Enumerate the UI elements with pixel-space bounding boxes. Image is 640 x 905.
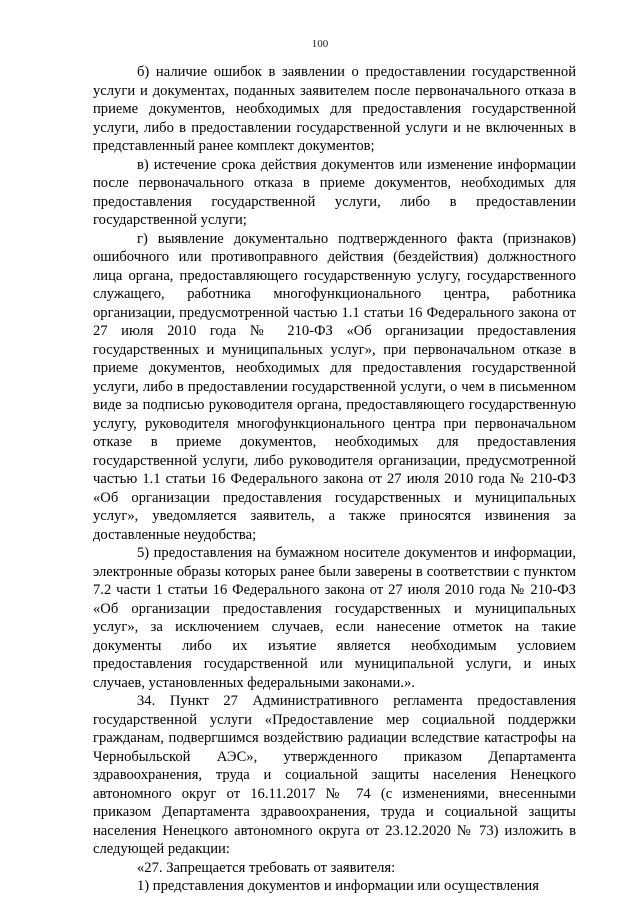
paragraph-item-5: 5) предоставления на бумажном носителе документов и информации, электронные образы которых ранее были заверены в соответствии с пунктом 7.2 части 1 статьи 16 Федерального закона от 27 июля 2010 года № 210-ФЗ «Об организации предоставления государственных и муниципальных услуг», за исключением случаев, если нанесение отметок на такие документы либо их изъятие является необходимым условием предоставления государственной или муниципальной услуги, и иных случаев, установленных федеральными законами.».	[93, 545, 576, 691]
paragraph-item-b: б) наличие ошибок в заявлении о предоставлении государственной услуги и документах, поданных заявителем после первоначального отказа в приеме документов, необходимых для предоставления государственной услуги, либо в предоставлении государственной услуги и не включенных в представленный ранее комплект документов;	[93, 64, 576, 154]
paragraph-item-1: 1) представления документов и информации или осуществления	[137, 878, 539, 894]
paragraph-clause-27: «27. Запрещается требовать от заявителя:	[137, 859, 396, 876]
document-body	[93, 63, 576, 896]
paragraph-clause-34: 34. Пункт 27 Административного регламента предоставления государственной услуги «Предоставление мер социальной поддержки гражданам, подвергшимся воздействию радиации вследствие катастрофы на Чернобыльской АЭС», утвержденного приказом Департамента здравоохранения, труда и социальной защиты населения Ненецкого автономного округ от 16.11.2017 № 74 (с изменениями, внесенными приказом Департамента здравоохранения, труда и социальной защиты населения Ненецкого автономного округа от 23.12.2020 № 73) изложить в следующей редакции:	[93, 693, 576, 857]
paragraph-item-v: в) истечение срока действия документов или изменение информации после первоначального отказа в приеме документов, необходимых для предоставления государственной услуги, либо в предоставлении государственной услуги;	[93, 156, 576, 228]
page-number: 100	[311, 38, 329, 50]
paragraph-item-g: г) выявление документально подтвержденного факта (признаков) ошибочного или противоправного действия (бездействия) должностного лица органа, предоставляющего государственную услугу, государственного служащего, работника многофункционального центра, работника организации, предусмотренной частью 1.1 статьи 16 Федерального закона от 27 июля 2010 года № 210-ФЗ «Об организации предоставления государственных и муниципальных услуг», при первоначальном отказе в приеме документов, необходимых для предоставления государственной услуги, либо в предоставлении государственной услуги, о чем в письменном виде за подписью руководителя органа, предоставляющего государственную услугу, руководителя многофункционального центра при первоначальном отказе в приеме документов, необходимых для предоставления государственной услуги, либо руководителя организации, предусмотренной частью 1.1 статьи 16 Федерального закона от 27 июля 2010 года № 210-ФЗ «Об организации предоставления государственных и муниципальных услуг», уведомляется заявитель, а также приносятся извинения за доставленные неудобства;	[93, 230, 576, 543]
